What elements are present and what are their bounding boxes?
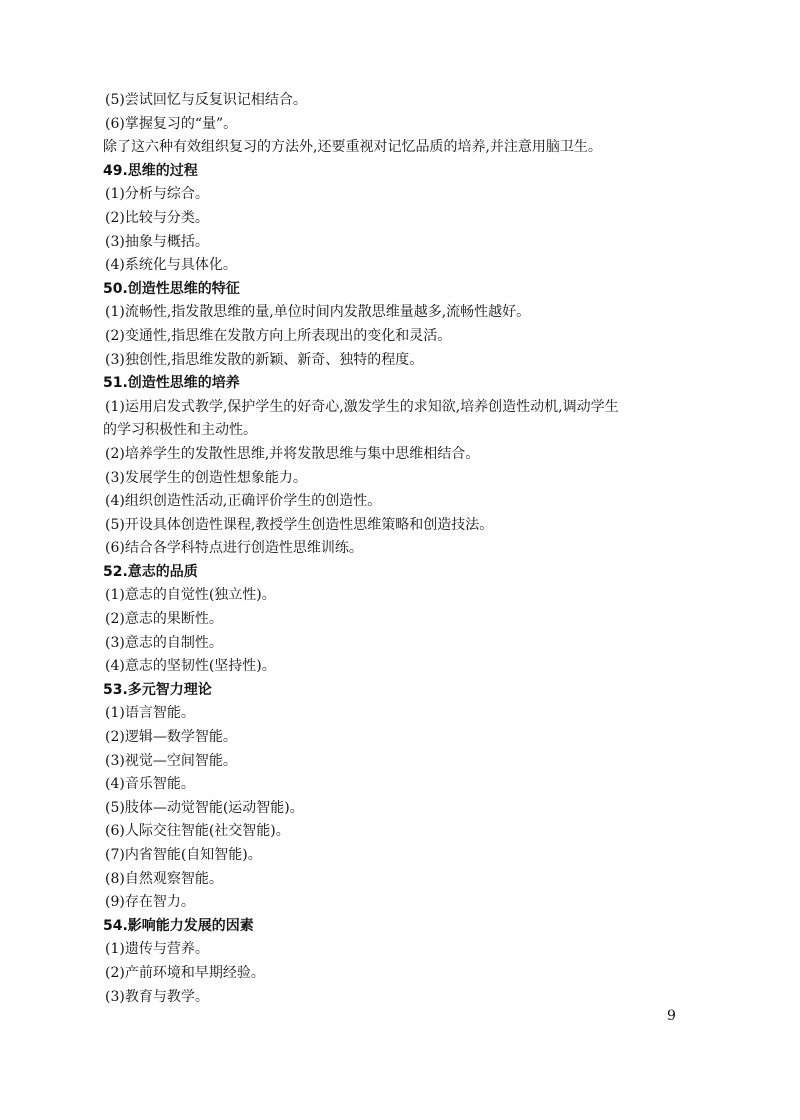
list-item: (1)分析与综合。: [105, 186, 209, 203]
list-item: (2)意志的果断性。: [105, 611, 223, 628]
list-item: (1)遗传与营养。: [105, 941, 209, 958]
list-item: (1)流畅性,指发散思维的量,单位时间内发散思维量越多,流畅性越好。: [105, 304, 531, 321]
section-heading: 50.创造性思维的特征: [103, 280, 240, 297]
list-item: (8)自然观察智能。: [105, 870, 223, 887]
section-heading: 51.创造性思维的培养: [103, 375, 240, 392]
section-heading: 52.意志的品质: [103, 563, 198, 580]
list-item: (7)内省智能(自知智能)。: [105, 847, 262, 863]
list-item: (9)存在智力。: [105, 894, 195, 911]
list-item: (5)肢体—动觉智能(运动智能)。: [105, 799, 304, 816]
list-item: (2)培养学生的发散性思维,并将发散思维与集中思维相结合。: [105, 445, 480, 462]
list-item: (5)开设具体创造性课程,教授学生创造性思维策略和创造技法。: [105, 516, 494, 533]
list-item: (3)抽象与概括。: [105, 233, 209, 250]
list-item: (3)教育与教学。: [105, 988, 209, 1005]
list-item: (6)人际交往智能(社交智能)。: [105, 823, 290, 840]
page-content: [103, 89, 703, 1009]
paragraph-continuation: 的学习积极性和主动性。: [103, 422, 257, 439]
list-item: (1)意志的自觉性(独立性)。: [105, 587, 276, 604]
section-heading: 49.思维的过程: [103, 162, 198, 179]
list-item: (3)独创性,指思维发散的新颖、新奇、独特的程度。: [105, 351, 424, 368]
paragraph-text: 除了这六种有效组织复习的方法外,还要重视对记忆品质的培养,并注意用脑卫生。: [103, 139, 602, 156]
list-item: (2)逻辑—数学智能。: [105, 729, 237, 746]
list-item: (4)组织创造性活动,正确评价学生的创造性。: [105, 493, 382, 510]
section-heading: 54.影响能力发展的因素: [103, 917, 254, 934]
list-item: (3)意志的自制性。: [105, 634, 223, 651]
list-item: (4)音乐智能。: [105, 776, 195, 793]
page-number: 9: [667, 1008, 676, 1024]
list-item: (1)语言智能。: [105, 705, 195, 722]
list-item: (6)掌握复习的“量”。: [105, 115, 238, 132]
list-item: (2)产前环境和早期经验。: [105, 964, 265, 981]
list-item: (3)发展学生的创造性想象能力。: [105, 469, 307, 486]
section-heading: 53.多元智力理论: [103, 681, 212, 698]
list-item: (3)视觉—空间智能。: [105, 752, 237, 769]
list-item: (4)意志的坚韧性(坚持性)。: [105, 658, 276, 675]
list-item: (2)变通性,指思维在发散方向上所表现出的变化和灵活。: [105, 327, 452, 344]
list-item: (1)运用启发式教学,保护学生的好奇心,激发学生的求知欲,培养创造性动机,调动学生: [105, 398, 619, 415]
list-item: (5)尝试回忆与反复识记相结合。: [105, 92, 307, 108]
list-item: (2)比较与分类。: [105, 209, 209, 226]
list-item: (6)结合各学科特点进行创造性思维训练。: [105, 540, 363, 557]
list-item: (4)系统化与具体化。: [105, 257, 237, 274]
